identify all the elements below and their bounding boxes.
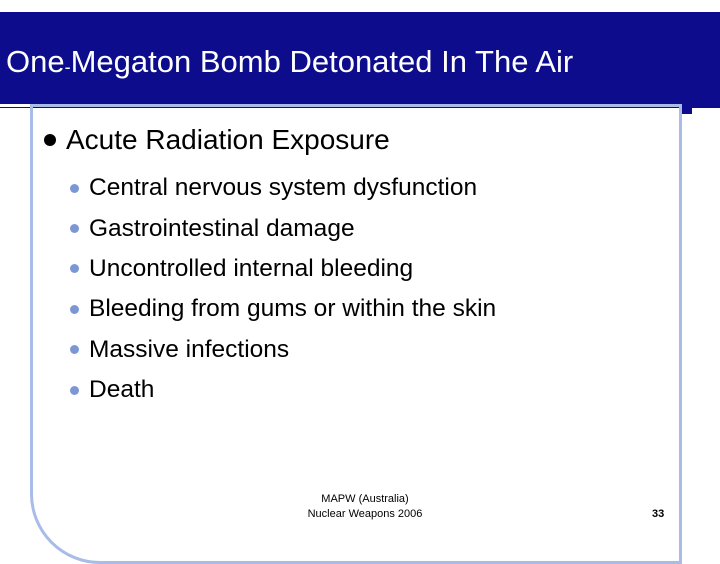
bullet-icon (70, 224, 79, 233)
sub-bullet-list (70, 168, 496, 410)
bullet-icon (70, 345, 79, 354)
list-item (70, 330, 496, 370)
list-item (70, 208, 496, 248)
list-item (70, 249, 496, 289)
list-item-text: Death (89, 376, 155, 404)
frame-corner-accent (682, 104, 692, 114)
title-bar (0, 12, 720, 108)
bullet-icon (70, 305, 79, 314)
list-item-text: Gastrointestinal damage (89, 214, 355, 242)
list-item-text: Massive infections (89, 335, 290, 363)
title-dash: - (64, 57, 71, 77)
footer-organization: MAPW (Australia) (321, 493, 409, 505)
bullet-icon (70, 264, 79, 273)
title-part-two: Megaton Bomb Detonated In The Air (70, 44, 574, 79)
list-item-text: Bleeding from gums or within the skin (89, 295, 497, 323)
heading-text: Acute Radiation Exposure (66, 124, 390, 155)
bullet-icon (70, 184, 79, 193)
heading-bullet-icon (44, 134, 56, 146)
list-item (70, 168, 496, 208)
list-item (70, 370, 496, 410)
heading-bullet-row (44, 124, 390, 156)
bullet-icon (70, 386, 79, 395)
title-part-one: One (6, 44, 65, 79)
page-number: 33 (652, 508, 665, 520)
list-item-text: Uncontrolled internal bleeding (89, 254, 414, 282)
slide-footer (260, 492, 470, 522)
list-item-text: Central nervous system dysfunction (89, 174, 478, 202)
list-item (70, 289, 496, 329)
slide-title (6, 44, 573, 80)
footer-event: Nuclear Weapons 2006 (307, 508, 423, 520)
